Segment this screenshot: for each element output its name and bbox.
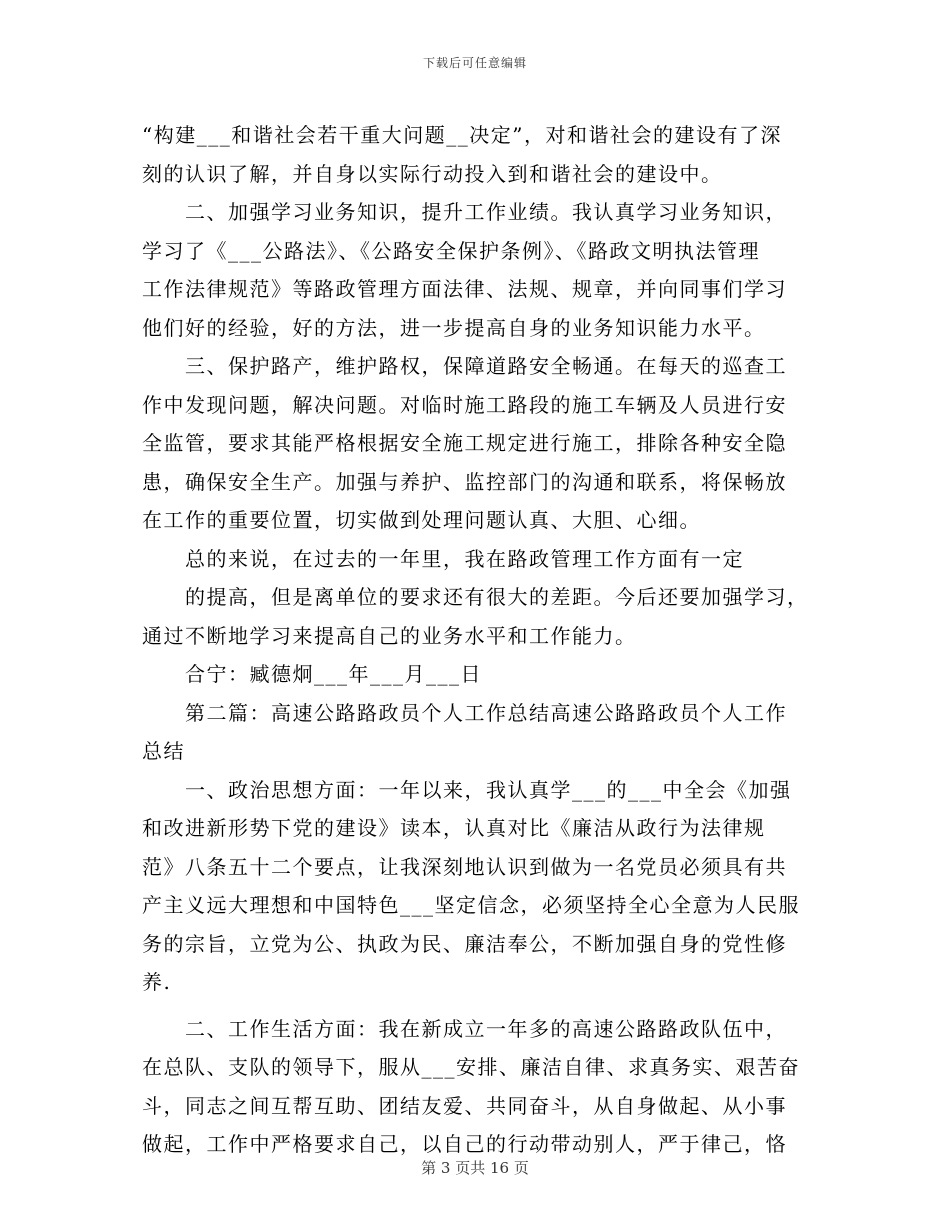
text-line: 产主义远大理想和中国特色___坚定信念，必须坚持全心全意为人民服	[142, 893, 800, 917]
text-line: 作中发现问题，解决问题。对临时施工路段的施工车辆及人员进行安	[142, 392, 787, 417]
signature-line: 合宁：臧德炯___年___月___日	[185, 662, 482, 686]
text-line: 在总队、支队的领导下，服从___安排、廉洁自律、求真务实、艰苦奋	[142, 1055, 800, 1079]
text-line: 和改进新形势下党的建设》读本，认真对比《廉洁从政行为法律规	[142, 816, 766, 840]
text-line: 他们好的经验，好的方法，进一步提高自身的业务知识能力水平。	[142, 315, 766, 340]
document-body	[142, 116, 807, 1164]
text-line: 刻的认识了解，并自身以实际行动投入到和谐社会的建设中。	[142, 161, 723, 186]
text-line: 总的来说，在过去的一年里，我在路政管理工作方面有一定	[185, 546, 744, 571]
text-line: 患，确保安全生产。加强与养护、监控部门的沟通和联系，将保畅放	[142, 469, 787, 494]
text-line: 的提高，但是离单位的要求还有很大的差距。今后还要加强学习，	[185, 585, 809, 609]
text-line: 全监管，要求其能严格根据安全施工规定进行施工，排除各种安全隐	[142, 431, 787, 455]
text-line: 二、工作生活方面：我在新成立一年多的高速公路路政队伍中，	[185, 1016, 787, 1041]
section-title: 第二篇：高速公路路政员个人工作总结高速公路路政员个人工作	[185, 700, 787, 725]
text-line: 工作法律规范》等路政管理方面法律、法规、规章，并向同事们学习	[142, 277, 787, 301]
text-line: 学习了《___公路法》、《公路安全保护条例》、《路政文明执法管理	[142, 238, 760, 263]
text-line: 二、加强学习业务知识，提升工作业绩。我认真学习业务知识，	[185, 200, 787, 224]
text-line: 范》八条五十二个要点，让我深刻地认识到做为一名党员必须具有共	[142, 854, 787, 879]
text-line: 斗，同志之间互帮互助、团结友爱、共同奋斗，从自身做起、从小事	[142, 1093, 787, 1118]
text-line: 在工作的重要位置，切实做到处理问题认真、大胆、心细。	[142, 508, 701, 532]
text-line: 养.	[142, 970, 172, 994]
text-line: 一、政治思想方面：一年以来，我认真学___的___中全会《加强	[185, 777, 792, 802]
page-header: 下载后可任意编辑	[422, 56, 527, 70]
text-line: “构建___和谐社会若干重大问题__决定”，对和谐社会的建设有了深	[142, 123, 782, 147]
text-line: 做起，工作中严格要求自己，以自己的行动带动别人，严于律己，恪	[142, 1132, 787, 1156]
page-footer: 第 3 页共 16 页	[421, 1159, 529, 1177]
text-line: 通过不断地学习来提高自己的业务水平和工作能力。	[142, 623, 637, 648]
section-title-cont: 总结	[142, 739, 185, 763]
text-line: 三、保护路产，维护路权，保障道路安全畅通。在每天的巡查工	[185, 354, 787, 378]
text-line: 务的宗旨，立党为公、执政为民、廉洁奉公，不断加强自身的党性修	[142, 931, 787, 956]
